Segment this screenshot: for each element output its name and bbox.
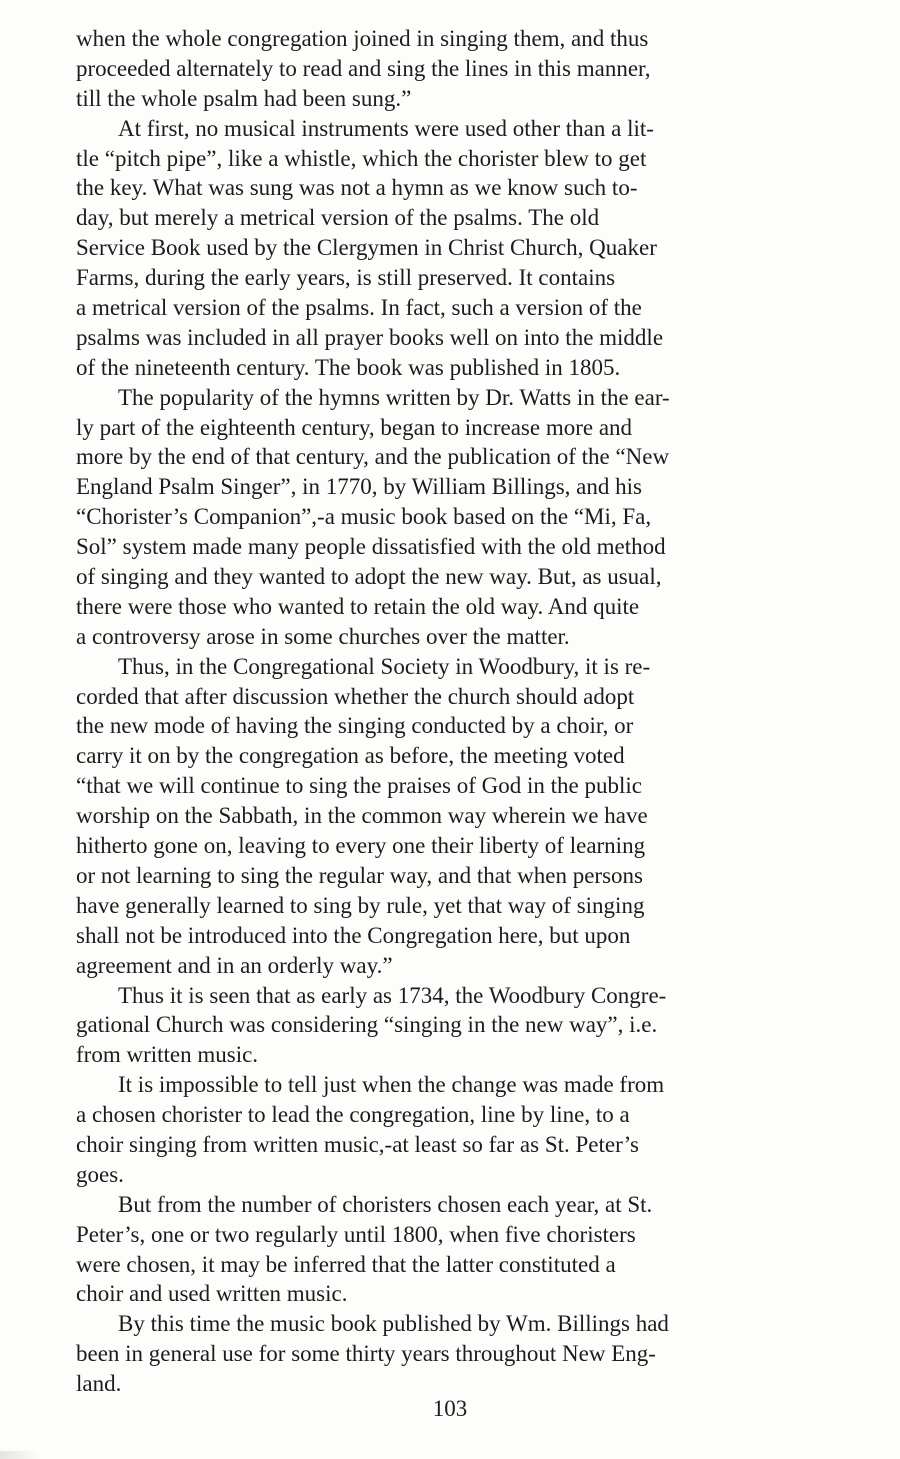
text-line: of the nineteenth century. The book was published in 1805. bbox=[76, 354, 621, 380]
text-line: a controversy arose in some churches over the matter. bbox=[76, 623, 570, 649]
text-line: have generally learned to sing by rule, yet that way of singing bbox=[76, 892, 645, 918]
text-line: hitherto gone on, leaving to every one their liberty of learning bbox=[76, 833, 646, 859]
text-line: “that we will continue to sing the praises of God in the public bbox=[76, 773, 642, 799]
text-line: psalms was included in all prayer books well on into the middle bbox=[76, 324, 664, 350]
text-line: goes. bbox=[76, 1161, 124, 1187]
text-line: Thus it is seen that as early as 1734, the Woodbury Congre- bbox=[118, 982, 667, 1008]
text-line: a metrical version of the psalms. In fact, such a version of the bbox=[76, 295, 642, 321]
text-line: proceeded alternately to read and sing the lines in this manner, bbox=[76, 55, 651, 81]
text-line: the new mode of having the singing conducted by a choir, or bbox=[76, 713, 634, 739]
text-line: day, but merely a metrical version of the psalms. The old bbox=[76, 205, 600, 231]
text-line: England Psalm Singer”, in 1770, by William Billings, and his bbox=[76, 474, 642, 500]
text-line: Sol” system made many people dissatisfied with the old method bbox=[76, 534, 666, 560]
text-line: of singing and they wanted to adopt the new way. But, as usual, bbox=[76, 564, 662, 590]
text-line: there were those who wanted to retain the old way. And quite bbox=[76, 593, 640, 619]
text-line: Peter’s, one or two regularly until 1800, when five choristers bbox=[76, 1221, 636, 1247]
text-line: gational Church was considering “singing in the new way”, i.e. bbox=[76, 1012, 658, 1038]
text-line: were chosen, it may be inferred that the latter constituted a bbox=[76, 1251, 616, 1277]
text-line: worship on the Sabbath, in the common way wherein we have bbox=[76, 803, 648, 829]
text-line: till the whole psalm had been sung.” bbox=[76, 85, 412, 111]
text-line: Service Book used by the Clergymen in Christ Church, Quaker bbox=[76, 235, 657, 261]
text-line: a chosen chorister to lead the congregation, line by line, to a bbox=[76, 1102, 630, 1128]
text-line: been in general use for some thirty years throughout New Eng- bbox=[76, 1341, 656, 1367]
text-line: It is impossible to tell just when the change was made from bbox=[118, 1072, 665, 1098]
text-line: land. bbox=[76, 1371, 122, 1397]
text-line: from written music. bbox=[76, 1042, 259, 1068]
text-line: shall not be introduced into the Congregation here, but upon bbox=[76, 922, 631, 948]
text-line: carry it on by the congregation as before, the meeting voted bbox=[76, 743, 625, 769]
text-line: when the whole congregation joined in singing them, and thus bbox=[76, 26, 649, 51]
text-line: tle “pitch pipe”, like a whistle, which the chorister blew to get bbox=[76, 145, 647, 171]
text-line: At first, no musical instruments were used other than a lit- bbox=[118, 115, 654, 141]
text-line: The popularity of the hymns written by Dr. Watts in the ear- bbox=[118, 384, 670, 410]
body-text bbox=[76, 24, 876, 1399]
text-line: Farms, during the early years, is still preserved. It contains bbox=[76, 265, 616, 291]
text-line: But from the number of choristers chosen each year, at St. bbox=[118, 1191, 653, 1217]
text-line: or not learning to sing the regular way, and that when persons bbox=[76, 862, 643, 888]
text-line: “Chorister’s Companion”,-a music book based on the “Mi, Fa, bbox=[76, 504, 652, 530]
text-line: corded that after discussion whether the church should adopt bbox=[76, 683, 635, 709]
text-line: By this time the music book published by Wm. Billings had bbox=[118, 1311, 669, 1337]
text-line: choir singing from written music,-at least so far as St. Peter’s bbox=[76, 1131, 639, 1157]
text-line: agreement and in an orderly way.” bbox=[76, 952, 393, 978]
text-line: Thus, in the Congregational Society in Woodbury, it is re- bbox=[118, 653, 651, 679]
text-line: more by the end of that century, and the publication of the “New bbox=[76, 444, 670, 470]
scan-edge-mark bbox=[0, 1451, 40, 1459]
page-number: 103 bbox=[432, 1396, 468, 1421]
text-line: choir and used written music. bbox=[76, 1281, 348, 1307]
text-line: the key. What was sung was not a hymn as we know such to- bbox=[76, 175, 638, 201]
text-line: ly part of the eighteenth century, began to increase more and bbox=[76, 414, 633, 440]
